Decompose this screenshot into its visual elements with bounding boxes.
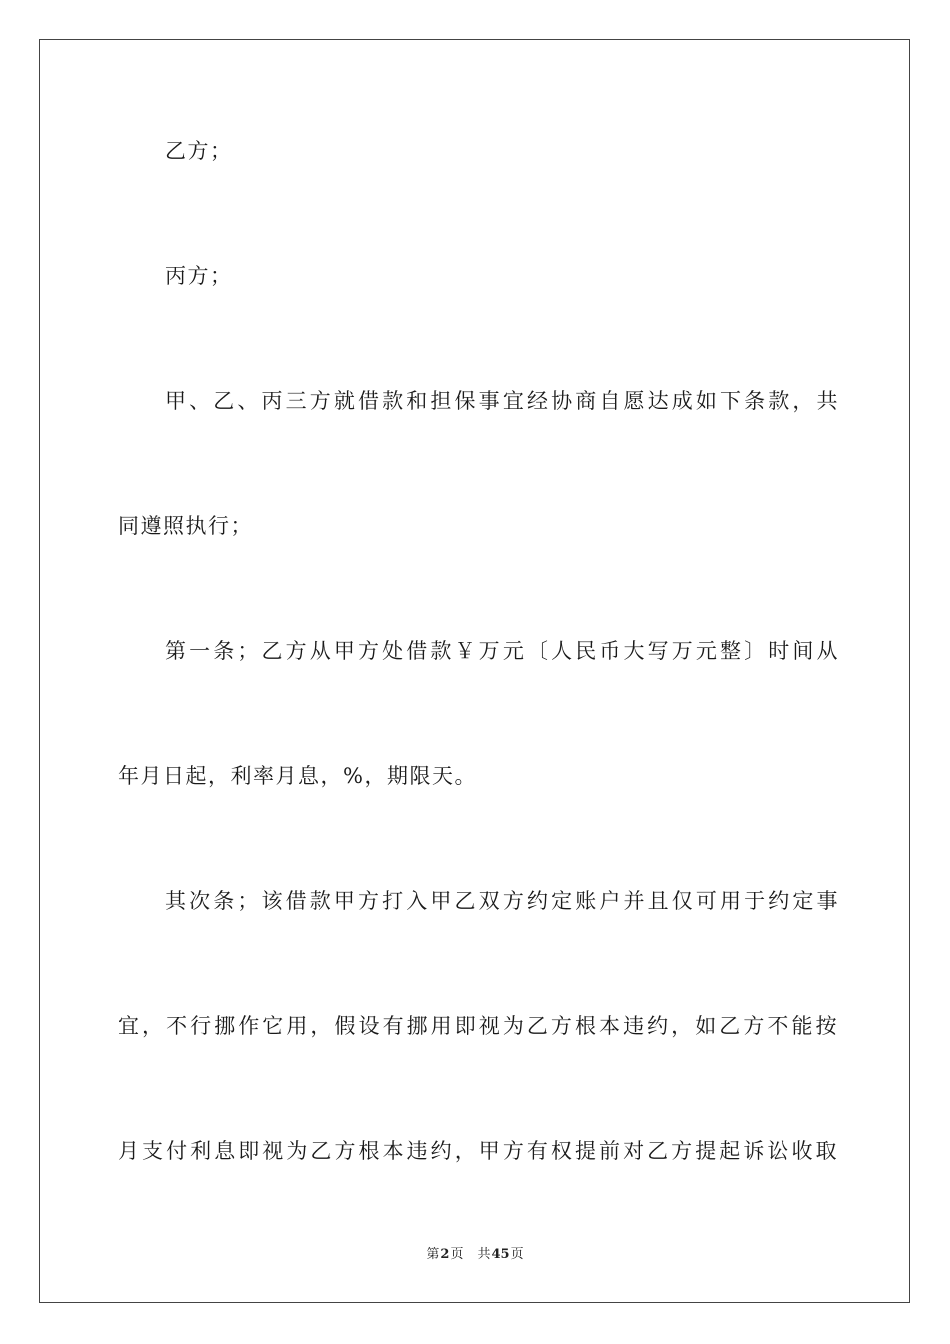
article-1-line-2: 年月日起，利率月息，%，期限天。 [118, 764, 477, 788]
total-suffix: 页 [510, 1247, 524, 1262]
page-suffix: 页 [450, 1247, 464, 1262]
intro-paragraph-line-1: 甲、乙、丙三方就借款和担保事宜经协商自愿达成如下条款，共 [165, 389, 839, 413]
article-2-line-1: 其次条；该借款甲方打入甲乙双方约定账户并且仅可用于约定事 [165, 889, 839, 913]
party-b-line: 乙方； [165, 139, 233, 163]
article-1-line-1: 第一条；乙方从甲方处借款￥万元〔人民币大写万元整〕时间从 [165, 639, 839, 663]
page-frame [39, 39, 910, 1303]
page-number: 2 [440, 1247, 450, 1262]
page-prefix: 第 [426, 1247, 440, 1262]
total-pages: 45 [491, 1247, 510, 1262]
party-c-line: 丙方； [165, 264, 233, 288]
page-footer [0, 1246, 950, 1264]
intro-paragraph-line-2: 同遵照执行； [118, 514, 253, 538]
article-2-line-2: 宜，不行挪作它用，假设有挪用即视为乙方根本违约，如乙方不能按 [118, 1014, 838, 1038]
total-prefix: 共 [477, 1247, 491, 1262]
article-2-line-3: 月支付利息即视为乙方根本违约，甲方有权提前对乙方提起诉讼收取 [118, 1139, 838, 1163]
